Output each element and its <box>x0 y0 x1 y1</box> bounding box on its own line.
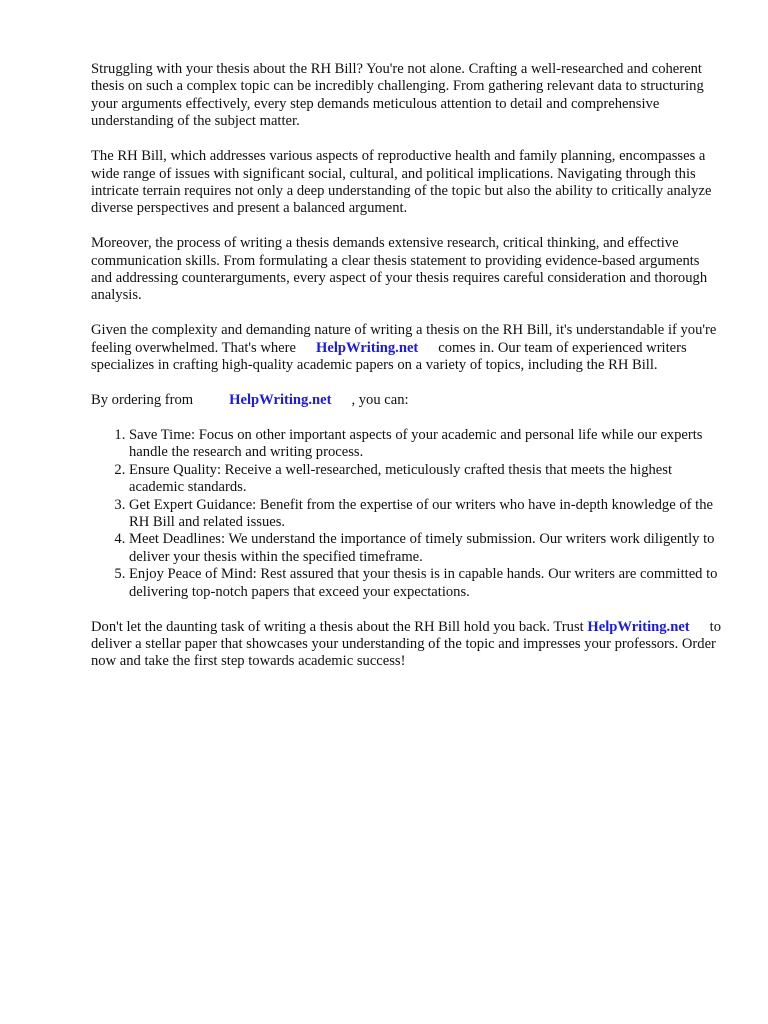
list-item: 4. Meet Deadlines: We understand the importance of timely submission. Our writers work diligently to deliver your thesis within the specified timeframe. <box>129 531 721 566</box>
list-item: 1. Save Time: Focus on other important aspects of your academic and personal life while our experts handle the research and writing process. <box>129 427 721 462</box>
ordering-paragraph <box>91 392 721 409</box>
service-paragraph <box>91 322 721 374</box>
helpwriting-link-2[interactable]: HelpWriting.net <box>229 392 332 409</box>
closing-text-before: Don't let the daunting task of writing a thesis about the RH Bill hold you back. Trust <box>91 618 584 635</box>
service-text-after: comes in. Our team of experienced writers specializes in crafting high-quality academic papers on a variety of topics, including the RH Bill. <box>91 339 687 374</box>
benefits-list <box>91 427 721 601</box>
rh-bill-paragraph: The RH Bill, which addresses various aspects of reproductive health and family planning, encompasses a wide range of issues with significant social, cultural, and political implications. Navigating through this intricate terrain requires not only a deep understanding of the topic but also the ability to critically analyze diverse perspectives and present a balanced argument. <box>91 148 712 217</box>
helpwriting-link-3[interactable]: HelpWriting.net <box>587 618 690 635</box>
list-item: 5. Enjoy Peace of Mind: Rest assured that your thesis is in capable hands. Our writers are committed to delivering top-notch papers that exceed your expectations. <box>129 566 721 601</box>
list-item: 3. Get Expert Guidance: Benefit from the expertise of our writers who have in-depth knowledge of the RH Bill and related issues. <box>129 497 721 532</box>
ordering-text-after: , you can: <box>351 392 409 409</box>
closing-paragraph <box>91 619 721 671</box>
closing-text-after: to deliver a stellar paper that showcases your understanding of the topic and impresses your professors. Order now and take the first step towards academic success! <box>91 618 722 670</box>
helpwriting-link-1[interactable]: HelpWriting.net <box>315 339 419 356</box>
service-text-before: Given the complexity and demanding nature of writing a thesis on the RH Bill, it's understandable if you're feeling overwhelmed. That's where <box>91 322 717 356</box>
process-paragraph: Moreover, the process of writing a thesis demands extensive research, critical thinking, and effective communication skills. From formulating a clear thesis statement to providing evidence-based arguments and addressing counterarguments, every aspect of your thesis requires careful consideration and thorough analysis. <box>91 235 708 304</box>
ordering-text-before: By ordering from <box>91 392 194 409</box>
document-page <box>91 61 721 688</box>
intro-paragraph: Struggling with your thesis about the RH Bill? You're not alone. Crafting a well-researched and coherent thesis on such a complex topic can be incredibly challenging. From gathering relevant data to structuring your arguments effectively, every step demands meticulous attention to detail and comprehensive understanding of the subject matter. <box>91 61 704 130</box>
list-item: 2. Ensure Quality: Receive a well-researched, meticulously crafted thesis that meets the highest academic standards. <box>129 462 721 497</box>
